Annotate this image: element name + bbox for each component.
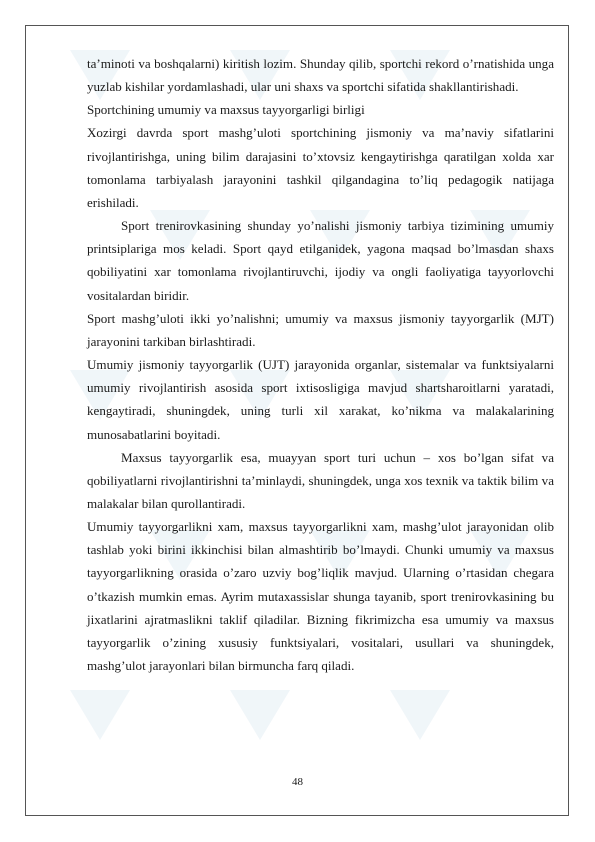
paragraph: Maxsus tayyorgarlik esa, muayyan sport turi uchun – xos bo’lgan sifat va qobiliyatlarni rivojlantirishni ta’minlaydi, shuningdek, unga xos texnik va taktik bilim va malakalar bilan qurollantiradi. [87, 449, 554, 511]
page-number: 48 [292, 776, 303, 788]
paragraph: Umumiy tayyorgarlikni xam, maxsus tayyorgarlikni xam, mashg’ulot jarayonidan olib tashlab yoki birini ikkinchisi bilan almashtirib bo’lmaydi. Chunki umumiy va maxsus tayyorgarlikning orasida o’zaro uzviy bog’liqlik mavjud. Ularning o’rtasidan chegara o’tkazish mumkin emas. Ayrim mutaxassislar shunga tayanib, sport trenirovkasining bu jixatlarini ajratmaslikni taklif qiladilar. Bizning fikrimizcha esa umumiy va maxsus tayyorgarlik o’zining xususiy funktsiyalari, vositalari, usullari va shuningdek, mashg’ulot jarayonlari bilan birmuncha farq qiladi. [87, 519, 554, 674]
document-body [87, 52, 554, 677]
paragraph: Sport mashg’uloti ikki yo’nalishni; umumiy va maxsus jismoniy tayyorgarlik (MJT) jarayonini tarkiban birlashtiradi. [87, 310, 554, 349]
paragraph: Sport trenirovkasining shunday yo’nalishi jismoniy tarbiya tizimining umumiy printsiplariga mos keladi. Sport qayd etilganidek, yagona maqsad bo’lmasdan shaxs qobiliyatini xar tomonlama rivojlantiruvchi, ijodiy va ongli faoliyatiga tayyorlovchi vositalardan biridir. [87, 218, 554, 303]
paragraph: ta’minoti va boshqalarni) kiritish lozim. Shunday qilib, sportchi rekord o’rnatishida unga yuzlab kishilar yordamlashadi, ular uni shaxs va sportchi sifatida shakllantirishadi. [87, 56, 554, 95]
paragraph: Umumiy jismoniy tayyorgarlik (UJT) jarayonida organlar, sistemalar va funktsiyalarni umumiy rivojlantirish asosida sport ixtisosligiga mavjud shartsharoitlarni yaratadi, kengaytiradi, shuningdek, uning turli xil xarakat, ko’nikma va malakalarining munosabatlarini boyitadi. [87, 357, 554, 442]
section-heading: Sportchining umumiy va maxsus tayyorgarligi birligi [87, 102, 365, 118]
paragraph: Xozirgi davrda sport mashg’uloti sportchining jismoniy va ma’naviy sifatlarini rivojlantirishga, uning bilim darajasini to’xtovsiz kengaytirishga qaratilgan xolda xar tomonlama tarbiyalash jarayonini tashkil qilgandagina to’liq pedagogik natijaga erishiladi. [87, 125, 554, 210]
